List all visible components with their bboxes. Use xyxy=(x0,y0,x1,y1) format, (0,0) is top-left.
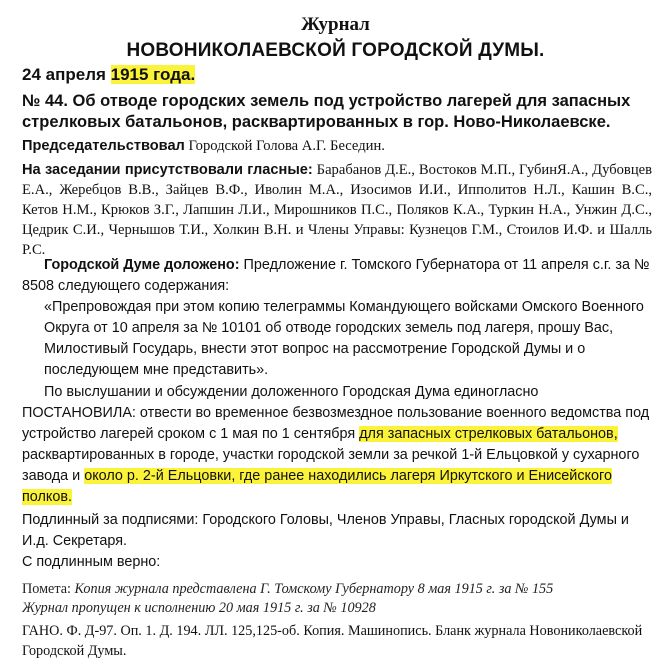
attendance-list: Барабанов Д.Е., Востоков М.П., ГубинЯ.А., Дубовцев Е.А., Жеребцов В.В., Зайцев В.Ф., Иволин М.А., Изосимов И.И., Ипполитов Н.Л., Кашин В.С., Кетов Н.М., Крюков З.Г., Лапшин Л.И., Мирошников П.С., Поляков К.А., Туркин Н.А., Унжин Д.С., Цедрик С.И., Чернышов Т.И., Холкин В.Н. и Члены Управы: Кузнецов Г.М., Стоилов И.Ф. и Шалль Р.С. xyxy=(22,162,652,258)
note-label: Помета: xyxy=(22,581,71,597)
highlight-camp-location: около р. 2-й Ельцовки, где ранее находились лагеря Иркутского и Енисейского полков. xyxy=(22,468,612,505)
certified-copy-line: С подлинным верно: xyxy=(22,554,161,570)
resolution-text-1: По выслушании и обсуждении доложенного Городская Дума единогласно ПОСТАНОВИЛА: отвести во временное безвозмездное пользование военного ведомства под устройство лагерей сроком с 1 мая по 1 сентября xyxy=(22,384,650,442)
date-year-highlighted: 1915 года. xyxy=(110,65,196,84)
note-text-1: Копия журнала представлена Г. Томскому Губернатору 8 мая 1915 г. за № 155 xyxy=(70,581,554,597)
note-block xyxy=(22,580,652,618)
date-day-month: 24 апреля xyxy=(22,65,111,84)
note-line-2 xyxy=(22,599,652,618)
highlight-battalions: для запасных стрелковых батальонов, xyxy=(359,426,618,442)
journal-title: Журнал xyxy=(301,14,370,35)
attendance-label: На заседании присутствовали гласные: xyxy=(22,162,313,178)
resolution-heading: № 44. Об отводе городских земель под устройство лагерей для запасных стрелковых батальонов, расквартированных в гор. Ново-Николаевске. xyxy=(22,92,631,131)
chairman-line xyxy=(22,136,652,156)
chairman-text: Городской Голова А.Г. Беседин. xyxy=(184,138,385,154)
duma-title: НОВОНИКОЛАЕВСКОЙ ГОРОДСКОЙ ДУМЫ. xyxy=(126,40,545,61)
note-text-2: Журнал пропущен к исполнению 20 мая 1915 г. за № 10928 xyxy=(22,600,376,616)
resolution-paragraph xyxy=(22,382,652,508)
resolution-text-2: расквартированных в городе, участки городской земли за речкой 1-й Ельцовкой у сухарного завода и xyxy=(22,447,640,484)
signatures-paragraph: Подлинный за подписями: Городского Головы, Членов Управы, Гласных городской Думы и И.д. Секретаря. xyxy=(22,512,629,549)
meeting-date xyxy=(22,64,652,86)
attendance-paragraph xyxy=(22,160,652,260)
note-line-1 xyxy=(22,580,652,599)
report-paragraph xyxy=(22,255,652,297)
archive-reference: ГАНО. Ф. Д-97. Оп. 1. Д. 194. ЛЛ. 125,125-об. Копия. Машинопись. Бланк журнала Новониколаевской Городской Думы. xyxy=(22,623,643,659)
report-label: Городской Думе доложено: xyxy=(44,257,240,273)
chairman-label: Председательствовал xyxy=(22,138,185,154)
report-text: Предложение г. Томского Губернатора от 11 апреля с.г. за № 8508 следующего содержания: xyxy=(22,257,650,294)
telegram-quote: «Препровождая при этом копию телеграммы Командующего войсками Омского Военного Округа от 10 апреля за № 10101 об отводе городских земель под лагеря, прошу Вас, Милостивый Государь, внести этот вопрос на рассмотрение Городской Думы и о последующем мне представить». xyxy=(44,299,644,378)
